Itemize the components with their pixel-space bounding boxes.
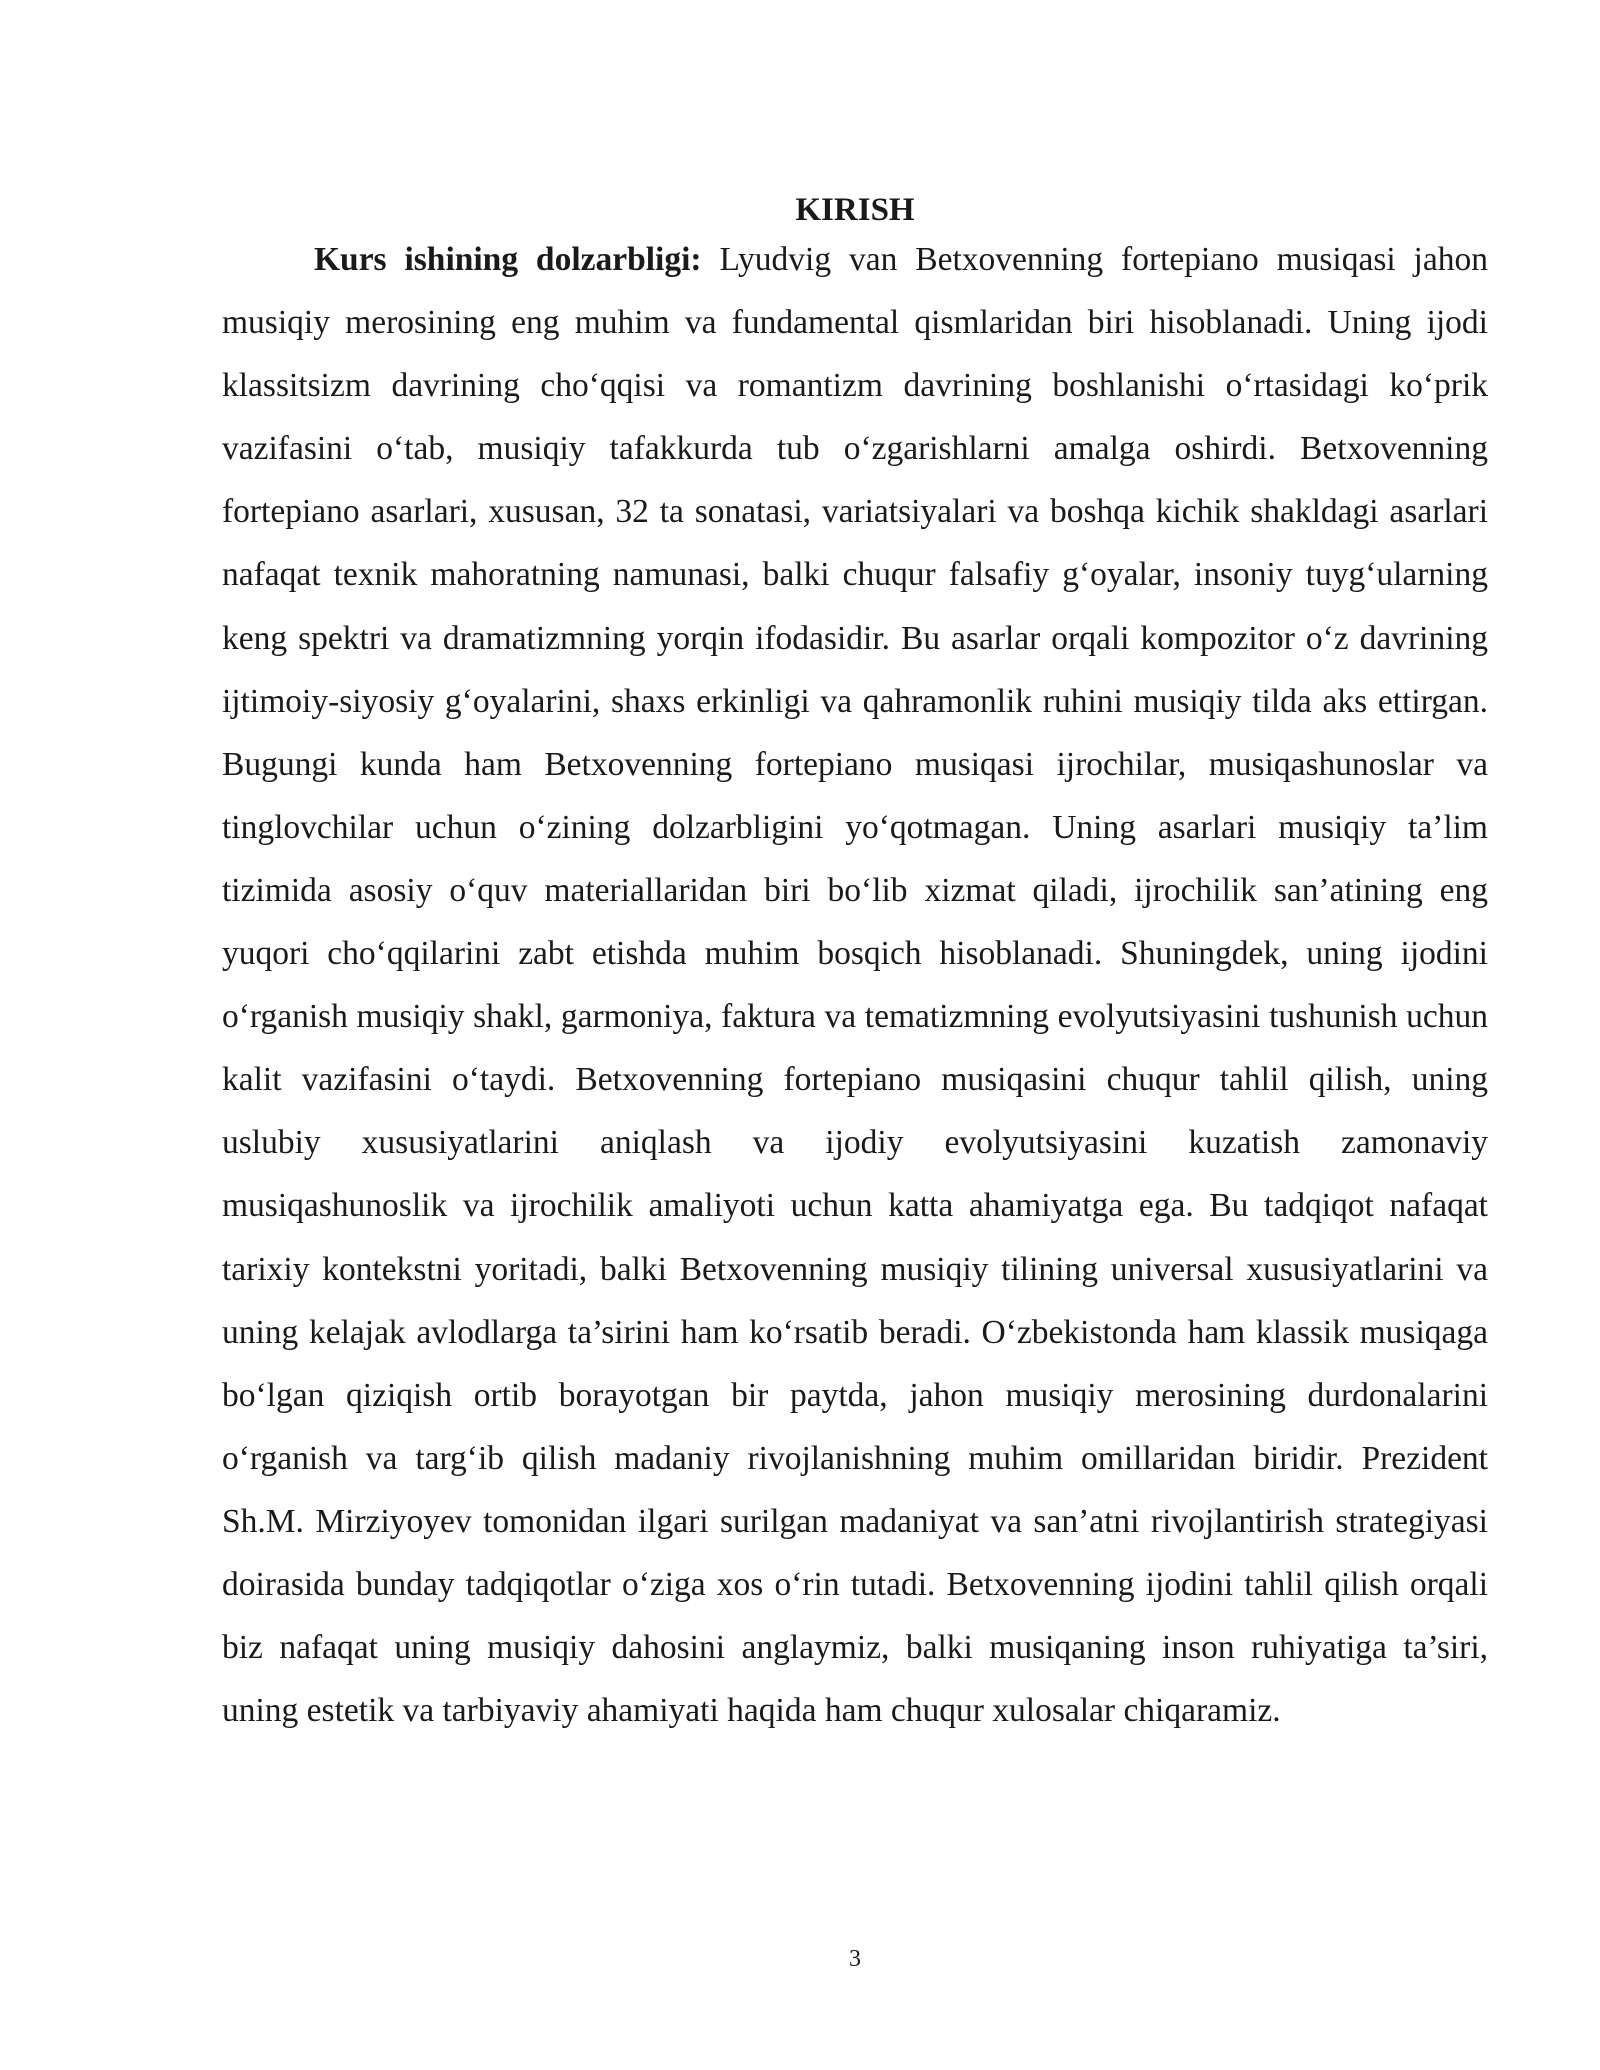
lead-label: Kurs ishining dolzarbligi: bbox=[314, 241, 702, 278]
body-paragraph bbox=[222, 228, 1488, 1742]
paragraph-text: Lyudvig van Betxovenning fortepiano musiqasi jahon musiqiy merosining eng muhim va fundamental qismlaridan biri hisoblanadi. Uning ijodi klassitsizm davrining cho‘qqisi va romantizm davrining boshlanishi o‘rtasidagi ko‘prik vazifasini o‘tab, musiqiy tafakkurda tub o‘zgarishlarni amalga oshirdi. Betxovenning fortepiano asarlari, xususan, 32 ta sonatasi, variatsiyalari va boshqa kichik shakldagi asarlari nafaqat texnik mahoratning namunasi, balki chuqur falsafiy g‘oyalar, insoniy tuyg‘ularning keng spektri va dramatizmning yorqin ifodasidir. Bu asarlar orqali kompozitor o‘z davrining ijtimoiy-siyosiy g‘oyalarini, shaxs erkinligi va qahramonlik ruhini musiqiy tilda aks ettirgan. Bugungi kunda ham Betxovenning fortepiano musiqasi ijrochilar, musiqashunoslar va tinglovchilar uchun o‘zining dolzarbligini yo‘qotmagan. Uning asarlari musiqiy ta’lim tizimida asosiy o‘quv materiallaridan biri bo‘lib xizmat qiladi, ijrochilik san’atining eng yuqori cho‘qqilarini zabt etishda muhim bosqich hisoblanadi. Shuningdek, uning ijodini o‘rganish musiqiy shakl, garmoniya, faktura va tematizmning evolyutsiyasini tushunish uchun kalit vazifasini o‘taydi. Betxovenning fortepiano musiqasini chuqur tahlil qilish, uning uslubiy xususiyatlarini aniqlash va ijodiy evolyutsiyasini kuzatish zamonaviy musiqashunoslik va ijrochilik amaliyoti uchun katta ahamiyatga ega. Bu tadqiqot nafaqat tarixiy kontekstni yoritadi, balki Betxovenning musiqiy tilining universal xususiyatlarini va uning kelajak avlodlarga ta’sirini ham ko‘rsatib beradi. O‘zbekistonda ham klassik musiqaga bo‘lgan qiziqish ortib borayotgan bir paytda, jahon musiqiy merosining durdonalarini o‘rganish va targ‘ib qilish madaniy rivojlanishning muhim omillaridan biridir. Prezident Sh.M. Mirziyoyev tomonidan ilgari surilgan madaniyat va san’atni rivojlantirish strategiyasi doirasida bunday tadqiqotlar o‘ziga xos o‘rin tutadi. Betxovenning ijodini tahlil qilish orqali biz nafaqat uning musiqiy dahosini anglaymiz, balki musiqaning inson ruhiyatiga ta’siri, uning estetik va tarbiyaviy ahamiyati haqida ham chuqur xulosalar chiqaramiz. bbox=[222, 241, 1488, 1730]
page-number: 3 bbox=[849, 1946, 861, 1972]
section-heading: KIRISH bbox=[795, 192, 915, 228]
